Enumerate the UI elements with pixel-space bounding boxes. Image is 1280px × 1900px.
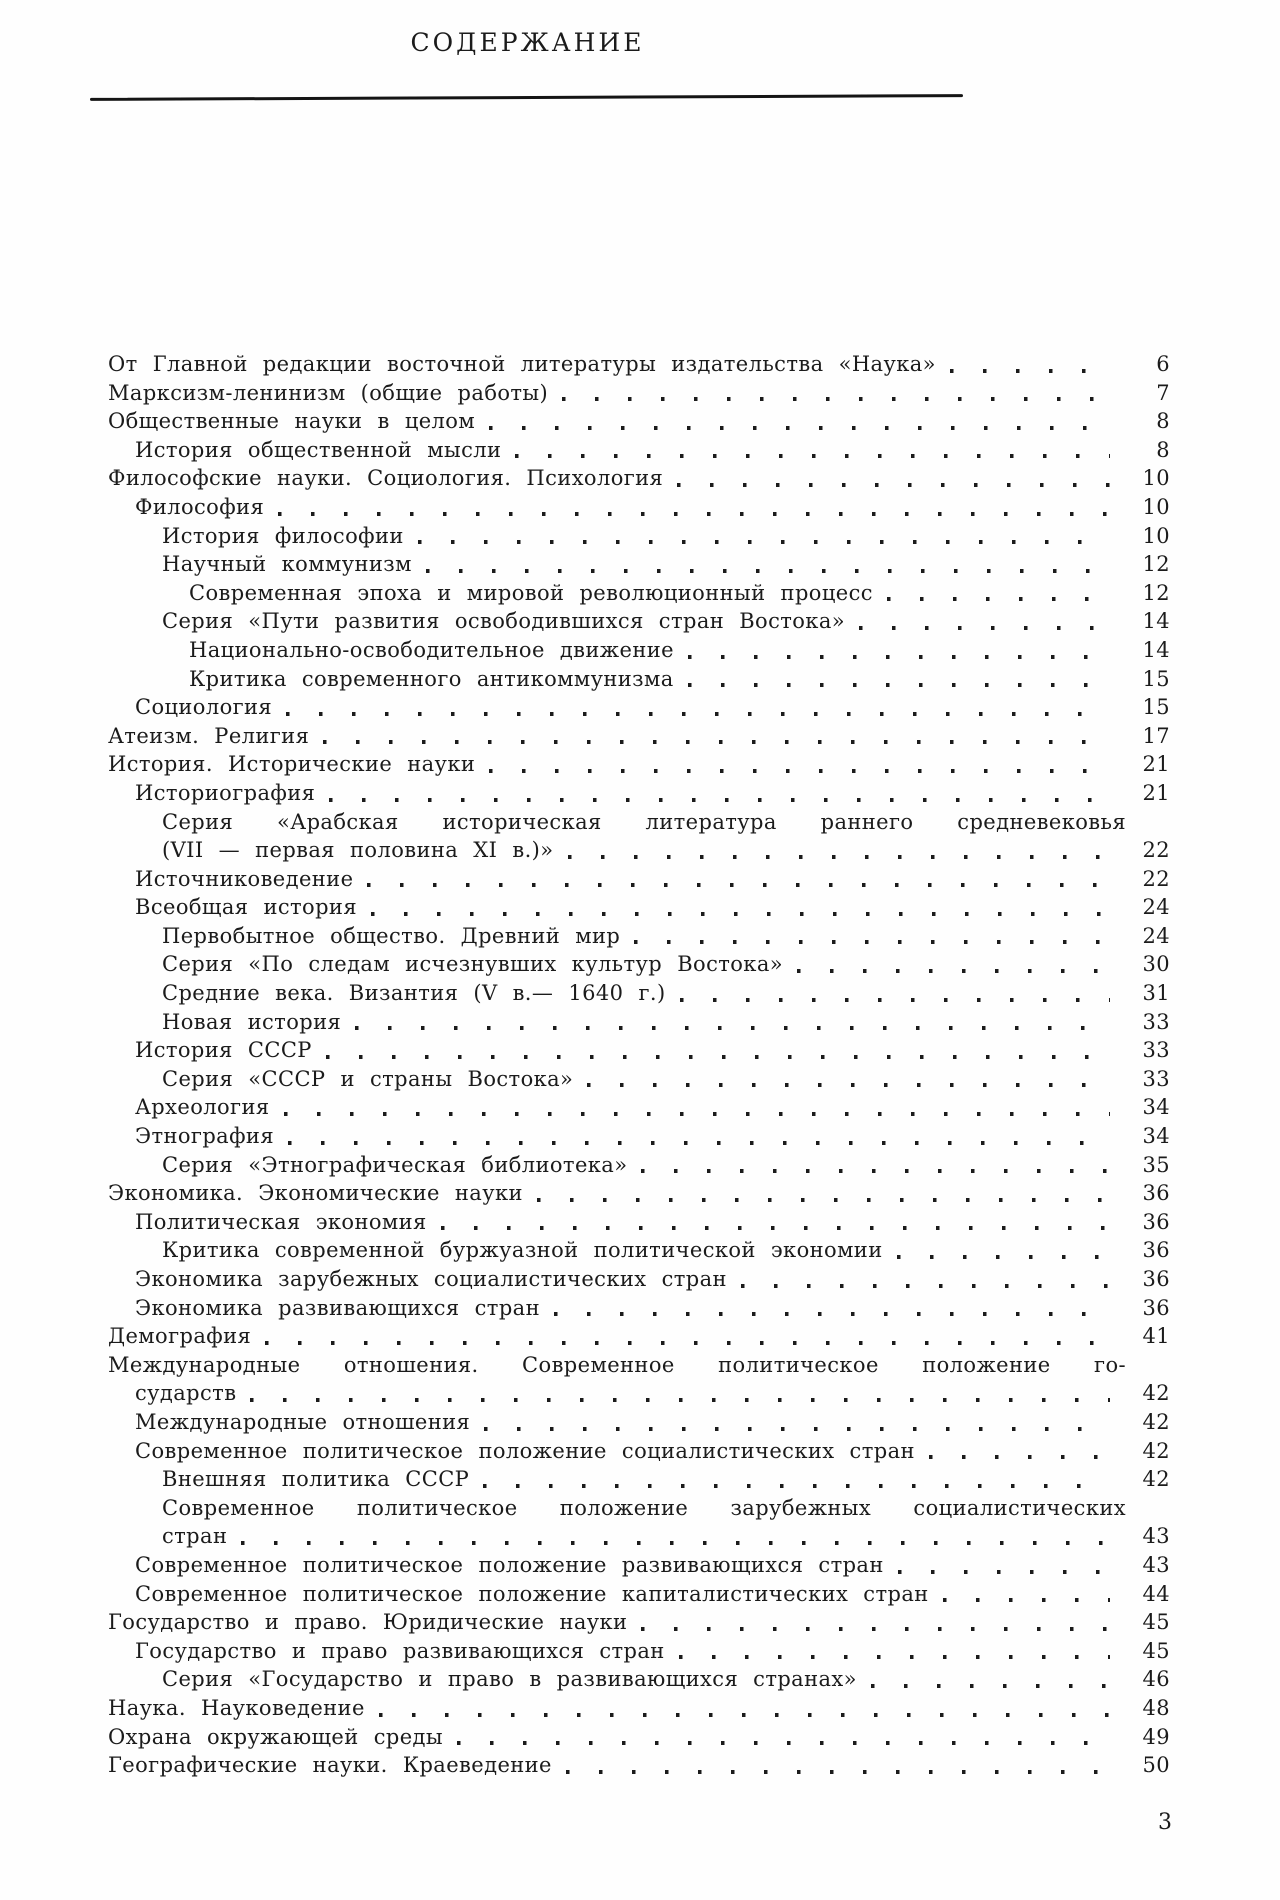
dot-leader xyxy=(515,454,1110,458)
toc-entry-title: Средние века. Византия (V в.— 1640 г.) xyxy=(162,981,666,1006)
toc-entry xyxy=(108,1522,1170,1551)
dot-leader xyxy=(797,969,1110,973)
toc-entry-title: Международные отношения xyxy=(135,1409,471,1434)
toc-entry-page: 8 xyxy=(1156,409,1170,434)
toc-entry-title: Новая история xyxy=(162,1009,342,1034)
toc-entry-page: 46 xyxy=(1142,1667,1170,1692)
toc-entry-page: 21 xyxy=(1142,752,1170,777)
toc-entry xyxy=(108,493,1170,522)
dot-leader xyxy=(568,855,1110,859)
toc-entry-title: Археология xyxy=(135,1095,270,1120)
dot-leader xyxy=(634,940,1110,944)
toc-entry-title: Серия «Арабская историческая литература раннего средневековья xyxy=(162,809,1126,834)
toc-entry-page: 36 xyxy=(1142,1238,1170,1263)
dot-leader xyxy=(323,740,1110,744)
toc-entry-title: Современное политическое положение зарубежных социалистических xyxy=(162,1495,1126,1520)
toc-entry-title: Серия «По следам исчезнувших культур Востока» xyxy=(162,952,784,977)
toc-entry-title: Всеобщая история xyxy=(135,895,357,920)
toc-entry xyxy=(108,1065,1170,1094)
toc-entry-title: Первобытное общество. Древний мир xyxy=(162,923,621,948)
toc-entry-page: 42 xyxy=(1142,1467,1170,1492)
toc-entry xyxy=(108,922,1170,951)
toc-entry-page: 17 xyxy=(1142,723,1170,748)
toc-entry-title: Философия xyxy=(135,494,265,519)
dot-leader xyxy=(566,1770,1110,1774)
toc-entry xyxy=(108,436,1170,465)
dot-leader xyxy=(950,369,1110,373)
dot-leader xyxy=(329,798,1110,802)
toc-entry xyxy=(108,1551,1170,1580)
toc-entry xyxy=(108,1494,1170,1523)
toc-entry-title: Источниковедение xyxy=(135,866,354,891)
toc-entry-title: Политическая экономия xyxy=(135,1209,427,1234)
toc-entry-page: 36 xyxy=(1142,1209,1170,1234)
toc-entry-title: Серия «Государство и право в развивающихся странах» xyxy=(162,1667,857,1692)
toc-entry-page: 15 xyxy=(1142,695,1170,720)
toc-entry-title: Социология xyxy=(135,695,273,720)
toc-entry xyxy=(108,1265,1170,1294)
dot-leader xyxy=(943,1598,1110,1602)
dot-leader xyxy=(278,512,1110,516)
toc-entry-title: Критика современного антикоммунизма xyxy=(189,666,674,691)
toc-entry xyxy=(108,1236,1170,1265)
toc-entry-title: Экономика. Экономические науки xyxy=(108,1181,523,1206)
toc-entry-page: 44 xyxy=(1142,1581,1170,1606)
dot-leader xyxy=(371,912,1110,916)
toc-list xyxy=(108,350,1170,1780)
toc-entry-page: 31 xyxy=(1142,981,1170,1006)
dot-leader xyxy=(929,1455,1110,1459)
dot-leader xyxy=(250,1398,1110,1402)
dot-leader xyxy=(418,540,1110,544)
toc-entry xyxy=(108,607,1170,636)
toc-entry xyxy=(108,464,1170,493)
toc-entry-title: Философские науки. Социология. Психология xyxy=(108,466,664,491)
toc-entry-page: 10 xyxy=(1142,494,1170,519)
toc-entry xyxy=(108,1294,1170,1323)
toc-entry xyxy=(108,379,1170,408)
dot-leader xyxy=(326,1055,1110,1059)
toc-entry xyxy=(108,636,1170,665)
toc-entry xyxy=(108,1208,1170,1237)
toc-entry-title: Историография xyxy=(135,780,316,805)
toc-entry-title: Марксизм-ленинизм (общие работы) xyxy=(108,380,549,405)
toc-entry xyxy=(108,579,1170,608)
toc-entry xyxy=(108,1151,1170,1180)
toc-entry-title: История. Исторические науки xyxy=(108,752,476,777)
toc-entry-page: 12 xyxy=(1142,580,1170,605)
toc-entry-page: 7 xyxy=(1156,380,1170,405)
toc-entry xyxy=(108,836,1170,865)
dot-leader xyxy=(587,1083,1110,1087)
dot-leader xyxy=(241,1541,1110,1545)
dot-leader xyxy=(484,1427,1110,1431)
dot-leader xyxy=(554,1312,1110,1316)
toc-entry-title: От Главной редакции восточной литературы издательства «Наука» xyxy=(108,352,936,376)
toc-entry xyxy=(108,865,1170,894)
toc-entry-page: 36 xyxy=(1142,1181,1170,1206)
dot-leader xyxy=(897,1255,1110,1259)
toc-entry xyxy=(108,1036,1170,1065)
dot-leader xyxy=(265,1341,1110,1345)
dot-leader xyxy=(355,1026,1110,1030)
dot-leader xyxy=(286,712,1110,716)
toc-entry xyxy=(108,1751,1170,1780)
toc-entry-title: (VII — первая половина XI в.)» xyxy=(162,838,554,863)
toc-entry xyxy=(108,979,1170,1008)
toc-entry xyxy=(108,1437,1170,1466)
dot-leader xyxy=(457,1741,1110,1745)
toc-entry-page: 36 xyxy=(1142,1295,1170,1320)
toc-entry-page: 43 xyxy=(1142,1552,1170,1577)
dot-leader xyxy=(379,1713,1110,1717)
toc-entry-page: 33 xyxy=(1142,1009,1170,1034)
toc-entry-title: Современное политическое положение развивающихся стран xyxy=(135,1552,884,1577)
toc-entry xyxy=(108,522,1170,551)
toc-entry-title: Серия «СССР и страны Востока» xyxy=(162,1066,574,1091)
dot-leader xyxy=(537,1198,1110,1202)
toc-entry-title: Экономика развивающихся стран xyxy=(135,1295,540,1320)
dot-leader xyxy=(677,483,1110,487)
toc-entry xyxy=(108,550,1170,579)
dot-leader xyxy=(898,1570,1110,1574)
toc-entry-page: 42 xyxy=(1142,1438,1170,1463)
toc-entry-page: 22 xyxy=(1142,838,1170,863)
toc-entry xyxy=(108,950,1170,979)
dot-leader xyxy=(859,626,1110,630)
toc-entry-title: Охрана окружающей среды xyxy=(108,1724,444,1749)
toc-entry-page: 43 xyxy=(1142,1524,1170,1549)
toc-entry xyxy=(108,665,1170,694)
toc-entry-page: 50 xyxy=(1142,1753,1170,1778)
toc-entry xyxy=(108,1408,1170,1437)
toc-entry-page: 33 xyxy=(1142,1066,1170,1091)
toc-entry-page: 24 xyxy=(1142,923,1170,948)
toc-entry xyxy=(108,1093,1170,1122)
toc-entry xyxy=(108,1637,1170,1666)
toc-entry-page: 45 xyxy=(1142,1610,1170,1635)
toc-entry-page: 42 xyxy=(1142,1409,1170,1434)
toc-entry xyxy=(108,779,1170,808)
toc-entry xyxy=(108,1580,1170,1609)
dot-leader xyxy=(641,1169,1110,1173)
toc-entry-title: Критика современной буржуазной политической экономии xyxy=(162,1238,883,1263)
toc-entry-page: 12 xyxy=(1142,552,1170,577)
dot-leader xyxy=(871,1684,1110,1688)
dot-leader xyxy=(426,569,1110,573)
dot-leader xyxy=(688,655,1110,659)
toc-entry-page: 33 xyxy=(1142,1038,1170,1063)
footer-page-number: 3 xyxy=(1158,1810,1172,1835)
dot-leader xyxy=(489,769,1110,773)
toc-entry xyxy=(108,1465,1170,1494)
toc-entry-title: История философии xyxy=(162,523,404,548)
dot-leader xyxy=(741,1284,1110,1288)
toc-entry-title: Наука. Науковедение xyxy=(108,1695,365,1720)
toc-entry-page: 8 xyxy=(1156,437,1170,462)
toc-entry xyxy=(108,693,1170,722)
toc-entry-page: 14 xyxy=(1142,637,1170,662)
toc-entry-title: Серия «Пути развития освободившихся стран Востока» xyxy=(162,609,845,634)
toc-entry xyxy=(108,1122,1170,1151)
toc-entry xyxy=(108,407,1170,436)
toc-entry xyxy=(108,1351,1170,1380)
toc-entry-title: Государство и право развивающихся стран xyxy=(135,1638,665,1663)
toc-entry xyxy=(108,1665,1170,1694)
toc-entry-title: стран xyxy=(162,1524,228,1549)
title-divider-rule xyxy=(90,94,963,101)
toc-entry xyxy=(108,893,1170,922)
toc-entry-page: 24 xyxy=(1142,895,1170,920)
toc-entry-page: 10 xyxy=(1142,466,1170,491)
toc-entry-page: 15 xyxy=(1142,666,1170,691)
toc-entry-title: Национально-освободительное движение xyxy=(189,637,674,662)
toc-entry-title: Общественные науки в целом xyxy=(108,409,476,434)
toc-entry xyxy=(108,1723,1170,1752)
toc-entry-title: Внешняя политика СССР xyxy=(162,1467,470,1492)
toc-entry-page: 34 xyxy=(1142,1095,1170,1120)
toc-entry-title: Географические науки. Краеведение xyxy=(108,1753,552,1778)
toc-entry-title: История общественной мысли xyxy=(135,437,502,462)
dot-leader xyxy=(284,1112,1111,1116)
toc-entry-page: 21 xyxy=(1142,780,1170,805)
toc-entry-page: 6 xyxy=(1156,352,1170,376)
toc-entry-title: Демография xyxy=(108,1324,252,1349)
dot-leader xyxy=(489,426,1110,430)
toc-entry-page: 48 xyxy=(1142,1695,1170,1720)
toc-entry-title: сударств xyxy=(135,1381,237,1406)
toc-entry xyxy=(108,1694,1170,1723)
toc-entry-title: Современное политическое положение социалистических стран xyxy=(135,1438,915,1463)
dot-leader xyxy=(887,597,1110,601)
toc-entry-page: 49 xyxy=(1142,1724,1170,1749)
dot-leader xyxy=(288,1141,1110,1145)
toc-entry xyxy=(108,1179,1170,1208)
dot-leader xyxy=(680,998,1110,1002)
page-title: СОДЕРЖАНИЕ xyxy=(410,28,645,57)
dot-leader xyxy=(483,1484,1110,1488)
toc-entry xyxy=(108,1608,1170,1637)
toc-entry-title: Современное политическое положение капиталистических стран xyxy=(135,1581,929,1606)
toc-entry-page: 36 xyxy=(1142,1267,1170,1291)
toc-entry xyxy=(108,808,1170,837)
toc-entry-title: Международные отношения. Современное политическое положение го- xyxy=(108,1352,1126,1377)
toc-entry-title: Государство и право. Юридические науки xyxy=(108,1610,628,1635)
toc-entry xyxy=(108,1008,1170,1037)
toc-entry-title: Экономика зарубежных социалистических стран xyxy=(135,1267,727,1291)
toc-entry-title: Этнография xyxy=(135,1124,274,1149)
toc-entry-title: Современная эпоха и мировой революционный процесс xyxy=(189,580,873,605)
toc-entry xyxy=(108,1322,1170,1351)
toc-entry xyxy=(108,1379,1170,1408)
toc-entry-title: Научный коммунизм xyxy=(162,552,412,577)
toc-entry-page: 34 xyxy=(1142,1124,1170,1149)
toc-entry-page: 41 xyxy=(1142,1324,1170,1349)
dot-leader xyxy=(367,883,1110,887)
toc-entry-page: 22 xyxy=(1142,866,1170,891)
toc-entry-title: Атеизм. Религия xyxy=(108,723,310,748)
toc-entry-page: 42 xyxy=(1142,1381,1170,1406)
toc-entry-page: 30 xyxy=(1142,952,1170,977)
dot-leader xyxy=(688,683,1110,687)
toc-entry-page: 45 xyxy=(1142,1638,1170,1663)
dot-leader xyxy=(679,1655,1110,1659)
toc-entry-page: 14 xyxy=(1142,609,1170,634)
toc-entry-title: История СССР xyxy=(135,1038,312,1063)
dot-leader xyxy=(641,1627,1110,1631)
toc-entry xyxy=(108,350,1170,379)
toc-entry-page: 35 xyxy=(1142,1152,1170,1177)
toc-entry-title: Серия «Этнографическая библиотека» xyxy=(162,1152,628,1177)
dot-leader xyxy=(562,397,1110,401)
dot-leader xyxy=(441,1226,1110,1230)
toc-entry xyxy=(108,750,1170,779)
toc-entry xyxy=(108,722,1170,751)
toc-entry-page: 10 xyxy=(1142,523,1170,548)
